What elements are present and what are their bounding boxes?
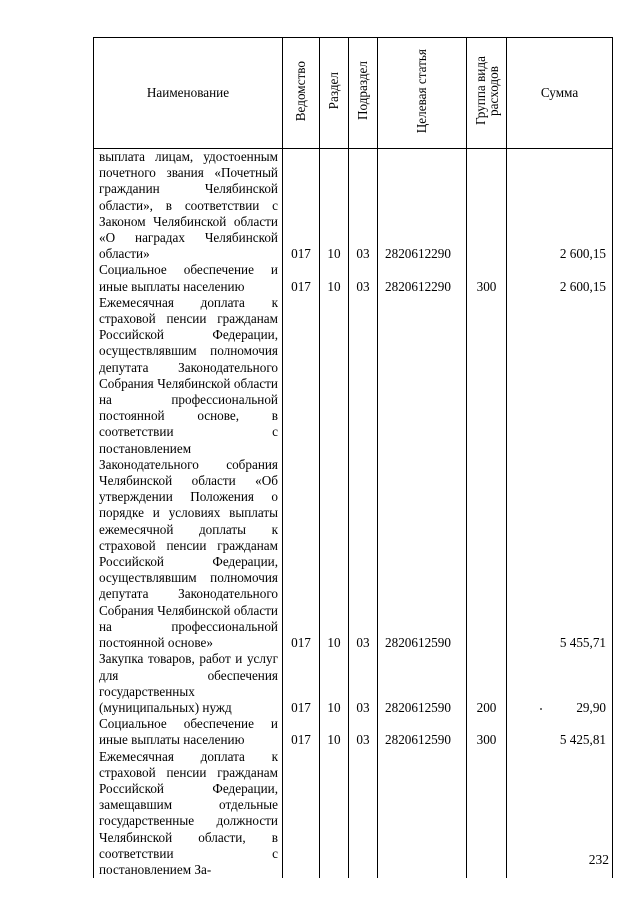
row-name: Закупка товаров, работ и услуг для обеспечения государственных (муниципальных) нужд xyxy=(94,651,283,716)
row-amount: 2 600,15 xyxy=(507,149,613,263)
row-amount: 5 425,81 xyxy=(507,716,613,748)
table-row xyxy=(94,149,613,263)
page-number: 232 xyxy=(588,852,609,867)
header-subsection: Подраздел xyxy=(349,38,378,149)
row-name: Ежемесячная доплата к страховой пенсии гражданам Российской Федерации, замещавшим отдельные государственные должности Челябинской области, в соответствии с постановлением За- xyxy=(94,749,283,879)
header-name: Наименование xyxy=(94,38,283,149)
row-name: Социальное обеспечение и иные выплаты населению xyxy=(94,716,283,748)
row-department: 017 xyxy=(283,262,320,294)
row-group xyxy=(467,295,507,651)
row-section: 10 xyxy=(320,651,349,716)
row-subsection: 03 xyxy=(349,149,378,263)
row-subsection: 03 xyxy=(349,716,378,748)
table-row xyxy=(94,651,613,716)
row-subsection: 03 xyxy=(349,295,378,651)
row-department: 017 xyxy=(283,295,320,651)
row-subsection xyxy=(349,749,378,879)
row-section: 10 xyxy=(320,149,349,263)
row-section xyxy=(320,749,349,879)
row-article: 2820612590 xyxy=(378,651,467,716)
row-subsection: 03 xyxy=(349,262,378,294)
row-group xyxy=(467,149,507,263)
table-row xyxy=(94,295,613,651)
scan-speck xyxy=(540,708,542,710)
row-department: 017 xyxy=(283,716,320,748)
header-section: Раздел xyxy=(320,38,349,149)
row-name: выплата лицам, удостоенным почетного звания «Почетный гражданин Челябинской области», в соответствии с Законом Челябинской области «О наградах Челябинской области» xyxy=(94,149,283,263)
row-article: 2820612590 xyxy=(378,295,467,651)
row-article: 2820612590 xyxy=(378,716,467,748)
header-department: Ведомство xyxy=(283,38,320,149)
table-row xyxy=(94,716,613,748)
row-amount: 2 600,15 xyxy=(507,262,613,294)
row-article xyxy=(378,749,467,879)
row-department: 017 xyxy=(283,651,320,716)
budget-table xyxy=(93,37,613,878)
row-amount: 29,90 xyxy=(507,651,613,716)
header-target-article: Целевая статья xyxy=(378,38,467,149)
row-article: 2820612290 xyxy=(378,149,467,263)
row-section: 10 xyxy=(320,295,349,651)
row-department: 017 xyxy=(283,149,320,263)
row-group: 200 xyxy=(467,651,507,716)
table-row xyxy=(94,262,613,294)
header-sum: Сумма xyxy=(507,38,613,149)
row-name: Ежемесячная доплата к страховой пенсии гражданам Российской Федерации, осуществлявшим полномочия депутата Законодательного Собрания Челябинской области на профессиональной постоянной основе, в соответствии с постановлением Законодательного собрания Челябинской области «Об утверждении Положения о порядке и условиях выплаты ежемесячной доплаты к страховой пенсии гражданам Российской Федерации, осуществлявшим полномочия депутата Законодательного Собрания Челябинской области на профессиональной постоянной основе» xyxy=(94,295,283,651)
row-name: Социальное обеспечение и иные выплаты населению xyxy=(94,262,283,294)
table-row xyxy=(94,749,613,879)
row-group: 300 xyxy=(467,262,507,294)
row-section: 10 xyxy=(320,716,349,748)
header-expense-group: Группа вида расходов xyxy=(467,38,507,149)
row-article: 2820612290 xyxy=(378,262,467,294)
row-department xyxy=(283,749,320,879)
table-header-row xyxy=(94,38,613,149)
row-group xyxy=(467,749,507,879)
row-section: 10 xyxy=(320,262,349,294)
row-subsection: 03 xyxy=(349,651,378,716)
row-group: 300 xyxy=(467,716,507,748)
row-amount: 5 455,71 xyxy=(507,295,613,651)
